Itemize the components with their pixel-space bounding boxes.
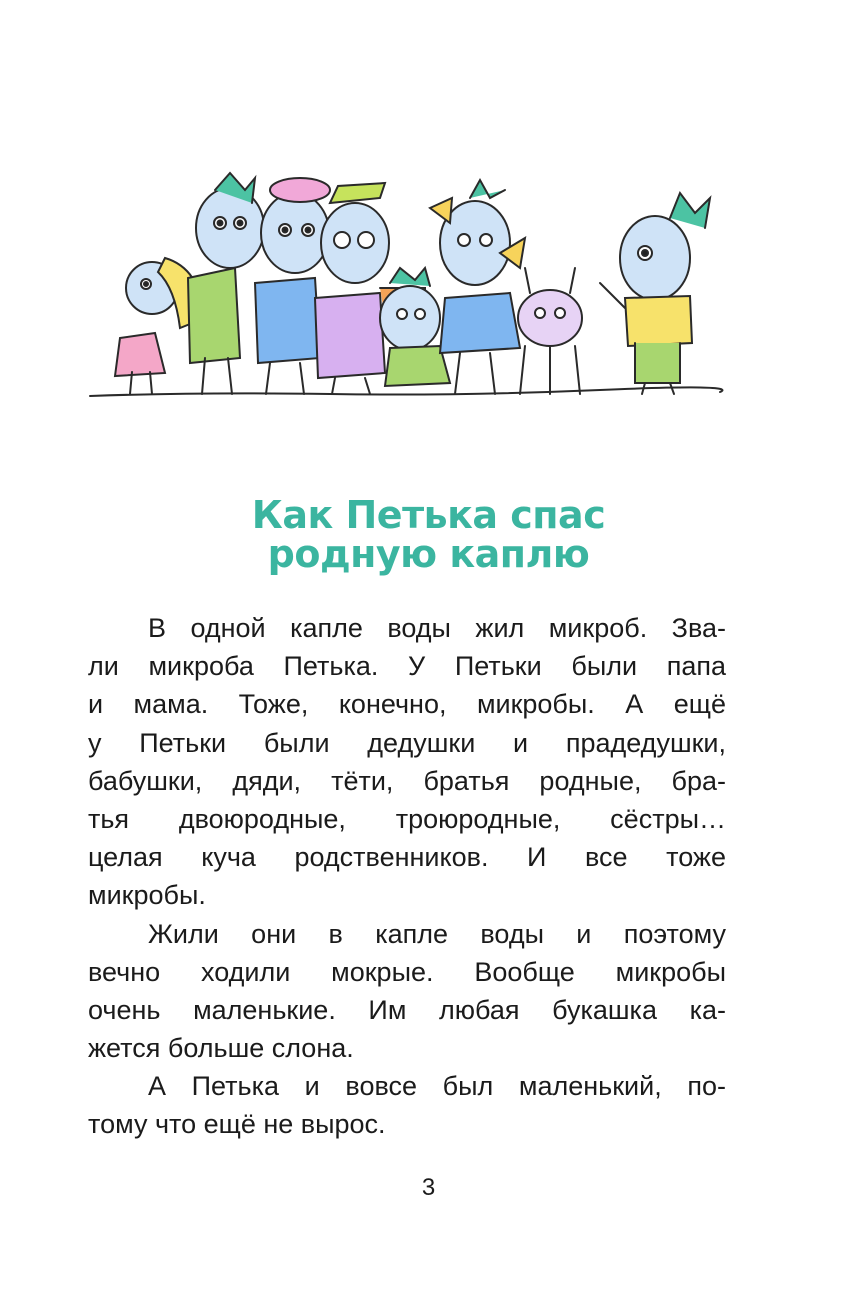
text-line: А Петька и вовсе был маленький, по- <box>148 1071 726 1102</box>
story-title-line-1: Как Петька спас <box>251 493 606 537</box>
text-line: бабушки, дяди, тёти, братья родные, бра- <box>88 765 726 796</box>
text-line: очень маленькие. Им любая букашка ка- <box>88 994 726 1025</box>
text-line: Жили они в капле воды и поэтому <box>148 918 726 949</box>
text-line: и мама. Тоже, конечно, микробы. А ещё <box>88 689 726 720</box>
text-line: В одной капле воды жил микроб. Зва- <box>148 613 726 643</box>
text-line: у Петьки были дедушки и прадедушки, <box>88 727 726 758</box>
text-line: тья двоюродные, троюродные, сёстры… <box>88 803 726 834</box>
text-line: жется больше слона. <box>88 1033 354 1064</box>
text-line: микробы. <box>88 880 206 911</box>
page-number: 3 <box>421 1174 436 1201</box>
story-body <box>88 609 726 1144</box>
text-line: ли микроба Петька. У Петьки были папа <box>88 651 726 682</box>
microbe-family-illustration-icon <box>80 168 730 408</box>
text-line: вечно ходили мокрые. Вообще микробы <box>88 956 726 987</box>
text-line: тому что ещё не вырос. <box>88 1109 386 1140</box>
story-title-line-2: родную каплю <box>267 532 590 576</box>
text-line: целая куча родственников. И все тоже <box>88 842 726 873</box>
